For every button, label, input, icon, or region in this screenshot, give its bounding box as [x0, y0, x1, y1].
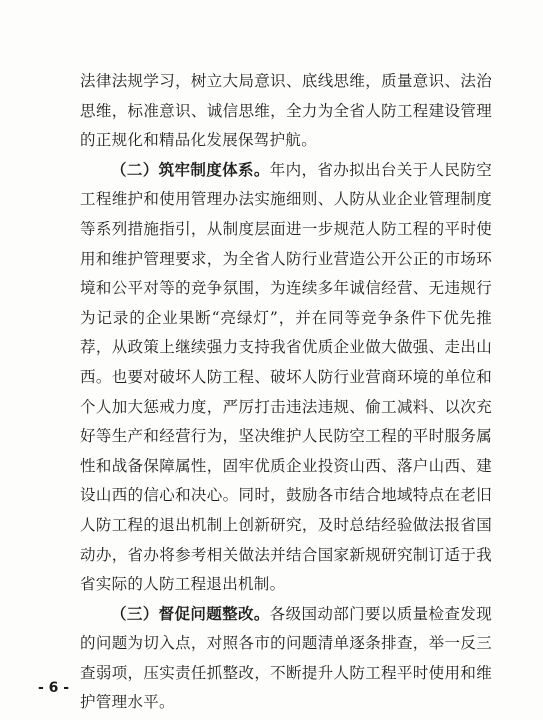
paragraph-body: 年内，省办拟出台关于人民防空工程维护和使用管理办法实施细则、人防从业企业管理制度等系列措施指引，从制度层面进一步规范人防工程的平时使用和维护管理要求，为全省人防行业营造公开公正的市场环境和公平对等的竞争氛围，为连续多年诚信经营、无违规行为记录的企业果断“亮绿灯”，并在同等竞争条件下优先推荐，从政策上继续强力支持我省优质企业做大做强、走出山西。也要对破坏人防工程、破坏人防行业营商环境的单位和个人加大惩戒力度，严厉打击违法违规、偷工减料、以次充好等生产和经营行为，坚决维护人民防空工程的平时服务属性和战备保障属性，固牢优质企业投资山西、落户山西、建设山西的信心和决心。同时，鼓励各市结合地域特点在老旧人防工程的退出机制上创新研究，及时总结经验做法报省国动办，省办将参考相关做法并结合国家新规研究制订适于我省实际的人防工程退出机制。 — [80, 160, 492, 594]
paragraph-rectification — [80, 600, 492, 718]
paragraph-body: 各级国动部门要以质量检查发现的问题为切入点，对照各市的问题清单逐条排查，举一反三查弱项，压实责任抓整改，不断提升人防工程平时使用和维护管理水平。 — [80, 604, 492, 712]
paragraph-body: 法律法规学习，树立大局意识、底线思维，质量意识、法治思维，标准意识、诚信思维，全力为全省人防工程建设管理的正规化和精品化发展保驾护航。 — [80, 72, 492, 150]
section-heading: （三）督促问题整改。 — [111, 604, 270, 623]
page-number: - 6 - — [38, 680, 70, 696]
section-heading: （二）筑牢制度体系。 — [111, 160, 270, 179]
paragraph-system-building — [80, 156, 492, 600]
document-body — [80, 67, 492, 718]
paragraph-continuation — [80, 67, 492, 156]
